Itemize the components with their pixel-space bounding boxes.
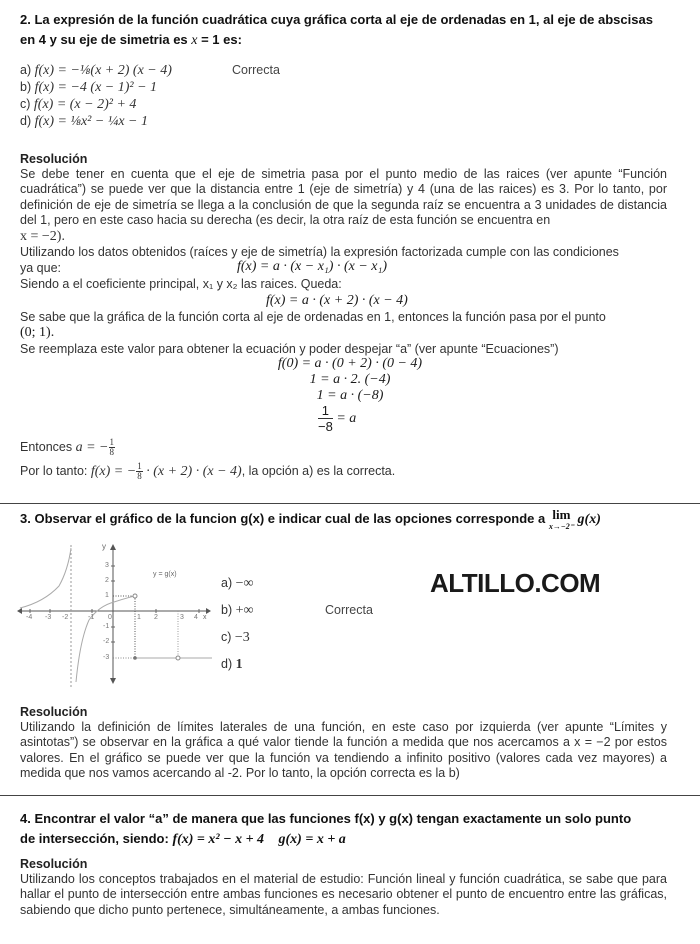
option-label: c) [221, 630, 232, 644]
graph-svg [14, 540, 214, 690]
q2-title-text: en 4 y su eje de simetria es [20, 32, 192, 47]
q2-title [20, 10, 690, 51]
q2-title-line1: 2. La expresión de la función cuadrática cuya gráfica corta al eje de ordenadas en 1, al eje de abscisas [20, 12, 653, 27]
conclusion-post: , la opción a) es la correcta. [241, 463, 396, 478]
y-tick: -2 [103, 638, 110, 645]
section-divider [0, 795, 700, 796]
q4-title-line2 [20, 829, 690, 850]
q2-title-line2 [20, 30, 690, 51]
q2-paragraph2: Utilizando los datos obtenidos (raíces y eje de simetría) la expresión factorizada cumple con las condiciones [20, 245, 619, 259]
x-tick: 1 [137, 614, 141, 621]
option-value: −∞ [235, 576, 254, 591]
option-label: b) [221, 603, 233, 617]
q2-title-text-end: = 1 es: [197, 32, 242, 47]
q2-option-a [20, 62, 280, 79]
q2-paragraph4: Se sabe que la gráfica de la función corta al eje de ordenadas en 1, entonces la función pasa por el punto [20, 310, 606, 324]
conclusion-expr: f(x) = − [90, 463, 137, 479]
q2-entonces [20, 438, 115, 457]
q2-paragraph4-b: (0; 1). [20, 325, 55, 340]
fraction [109, 438, 116, 457]
q3-title-text: 3. Observar el gráfico de la funcion g(x) e indicar cual de las opciones corresponde a [20, 511, 549, 526]
option-label: c) [20, 97, 34, 111]
x-tick: 3 [180, 614, 184, 621]
q2-eq-factored: f(x) = a · (x − x₁) · (x − x₁) [237, 259, 388, 274]
q2-step-4 [318, 403, 356, 434]
y-tick: -1 [103, 623, 110, 630]
q2-options [20, 62, 280, 130]
q2-step-3: 1 = a · (−8) [316, 388, 384, 403]
y-axis-label: y [102, 542, 106, 551]
q2-title-var: x [191, 33, 198, 48]
x-tick: 2 [154, 614, 158, 621]
q4-paragraph: Utilizando los conceptos trabajados en el material de estudio: Función lineal y función cuadrática, se sabe que para hallar el punto de intersección entre ambas funciones es necesario obtener el punto de encuentro entre las gráficas, sabiendo que dicho punto pertenece, simultáneamente, a ambas funciones. [20, 872, 667, 917]
function-label: y = g(x) [153, 571, 177, 578]
lim-subscript: x→−2⁻ [548, 522, 574, 531]
rhs: = a [336, 410, 357, 426]
q2-resolution-heading: Resolución [20, 152, 88, 166]
entonces-text: Entonces [20, 439, 76, 454]
x-tick: -4 [26, 614, 33, 621]
q2-paragraph3: Siendo a el coeficiente principal, x₁ y x₂ las raices. Queda: [20, 277, 342, 291]
section-divider [0, 503, 700, 504]
option-expr: f(x) = (x − 2)² + 4 [33, 97, 137, 112]
option-label: d) [221, 657, 233, 671]
q3-option-b [221, 597, 373, 624]
conclusion-text: Por lo tanto: [20, 463, 91, 478]
denominator: 8 [109, 447, 114, 457]
q2-step-2: 1 = a · 2. (−4) [309, 372, 391, 387]
option-expr: f(x) = −⅛(x + 2) (x − 4) [34, 63, 172, 78]
function-graph [14, 540, 214, 690]
option-value: −3 [234, 630, 250, 645]
x-tick: -1 [88, 614, 95, 621]
q3-title [20, 509, 690, 533]
option-label: b) [20, 80, 35, 94]
q2-step-1: f(0) = a · (0 + 2) · (0 − 4) [277, 356, 423, 371]
q4-title-line1: 4. Encontrar el valor “a” de manera que las funciones f(x) y g(x) tengan exactamente un solo punto [20, 811, 632, 826]
q3-option-c [221, 624, 254, 651]
q2-paragraph1-text: Se debe tener en cuenta que el eje de simetria pasa por el punto medio de las raices (ver apunte “Función cuadrática”) se puede ver que la distancia entre 1 (eje de simetría) y 4 (una de las raices) es 3. Por lo tanto, por definición de eje de simetría se llega a la conclusión de que la segunda raíz se encuentra a 3 unidades de distancia del 1, pero en este caso hacia su derecha (es decir, la otra raíz de esta función se encuentra en [20, 167, 667, 228]
y-tick: 3 [105, 562, 109, 569]
fraction [318, 403, 333, 434]
altillo-watermark: ALTILLO.COM [430, 568, 601, 598]
q4-title-text: de intersección, siendo: [20, 831, 173, 846]
y-tick: 1 [105, 592, 109, 599]
q2-paragraph1 [20, 167, 667, 244]
q3-resolution-heading: Resolución [20, 705, 88, 719]
denominator: −8 [318, 419, 333, 434]
y-tick: 2 [105, 577, 109, 584]
x-tick: 0 [108, 614, 112, 621]
q2-paragraph2-b: ya que: [20, 261, 62, 275]
q2-paragraph1-end: x = −2). [20, 228, 65, 244]
option-value: 1 [235, 657, 243, 672]
q3-title-gx: g(x) [577, 512, 601, 527]
q3-paragraph: Utilizando la definición de límites laterales de una función, en este caso por izquierda (ver apunte “Límites y asintotas”) se observar en la gráfica a qué valor tiende la función a medida que nos acercamos a x = −2 por estos valores. En el gráfico se puede ver que la función va tendiendo a infinito positivo (valores cada vez mayores) a medida que nos vamos acercando al -2. Por lo tanto, la opción correcta es la b) [20, 720, 667, 781]
q3-option-a [221, 570, 254, 597]
numerator: 1 [137, 461, 142, 471]
q2-option-b [20, 79, 172, 96]
q2-conclusion [20, 462, 395, 481]
option-label: a) [221, 576, 233, 590]
q3-option-d [221, 651, 254, 678]
q2-option-c [20, 96, 172, 113]
numerator: 1 [318, 403, 333, 419]
conclusion-expr-b: · (x + 2) · (x − 4) [142, 463, 242, 479]
x-tick: -2 [62, 614, 69, 621]
correct-label: Correcta [325, 603, 373, 617]
q3-options [221, 570, 373, 678]
q2-option-d [20, 113, 172, 130]
x-tick: 4 [194, 614, 198, 621]
denominator: 8 [137, 471, 142, 481]
x-tick: -3 [45, 614, 52, 621]
y-tick: -3 [103, 654, 110, 661]
q2-eq-sub: f(x) = a · (x + 2) · (x − 4) [266, 293, 408, 308]
entonces-expr: a = − [75, 439, 109, 455]
q4-title [20, 809, 690, 850]
option-value: +∞ [235, 603, 254, 618]
option-expr: f(x) = −4 (x − 1)² − 1 [34, 80, 158, 95]
numerator: 1 [109, 437, 114, 447]
option-expr: f(x) = ⅛x² − ¼x − 1 [34, 114, 148, 129]
limit-operator [549, 509, 574, 533]
option-label: d) [20, 114, 35, 128]
x-axis-label: x [203, 614, 207, 621]
q4-g-expr: g(x) = x + a [278, 832, 346, 847]
correct-label: Correcta [232, 63, 280, 77]
lim-text: lim [552, 507, 571, 522]
q4-resolution-heading: Resolución [20, 857, 88, 871]
q4-f-expr: f(x) = x² − x + 4 [172, 832, 265, 847]
option-label: a) [20, 63, 35, 77]
q2-paragraph5: Se reemplaza este valor para obtener la ecuación y poder despejar “a” (ver apunte “Ecuaciones”) [20, 342, 559, 356]
